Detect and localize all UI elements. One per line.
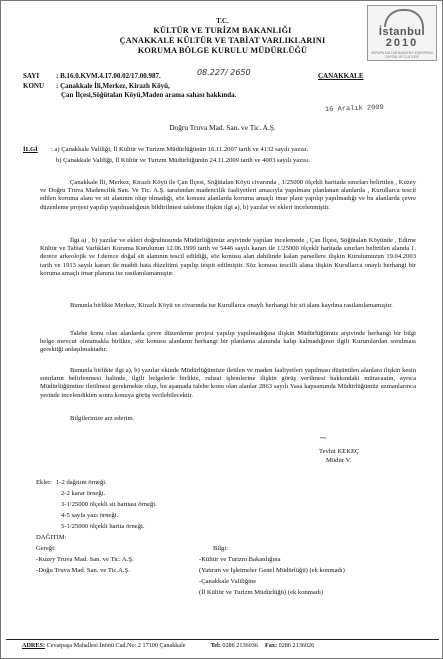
- konu-line1: : Çanakkale İli,Merkez, Kirazlı Köyü,: [56, 82, 170, 90]
- tel-value: 0286 2136036: [222, 642, 258, 649]
- signer-name: Tevhit KEKEÇ: [319, 448, 360, 455]
- city-label: ÇANAKKALE: [318, 72, 364, 80]
- header-board-line2: KORUMA BÖLGE KURULU MÜDÜRLÜĞÜ: [137, 46, 308, 55]
- paragraph-5: Bununla birlikte ilgi a), b) yazılar ekinde Müdürlüğümüze iletilen ve maden faaliyetleri yapılması düşünülen alanlara ilişkin kesin sınırların belirlenmesi halinde, ilgili belgelerle birlikte, ruhsat işlemlerine ilişkin görüş verilmesi hakkındaki müracaatın, ayrıca Müdürlüğümüze iletilmesi gerekmekte olup, bu aşamada talebe konu olan alanlar 2863 sayılı Yasa kapsamında Müdürlüğümüz uzmanlarınca yerinde incelendikten sonra konuya görüş verilebilecektir.: [40, 367, 416, 399]
- recipient: Doğru Truva Mad. San. ve Tic. A.Ş.: [169, 123, 276, 132]
- tel-label: Tel:: [210, 642, 221, 649]
- paragraph-1: Çanakkale İli, Merkez, Kirazlı Köyü ile Çan İlçesi, Söğütalan Köyü civarında , 1/25000 ölçekli haritada sınırları belirtilen , Kuzey ve Doğru Truva Madencilik San. Ve Tic. A.Ş. tarafından madencilik faaliyetleri amacıyla yapılması planlanan alanlarda , Kurullarca tescil edilen koruma alanı ve sit alanının olup olmadığı, söz konusu alanlarda koruma amaçlı imar plani yapılıp yapılmadığı ve bu alanlarda çevre düzenleme projesi yapılıp yapılmadığının bildirilmesi talebine ilişkin ilgi a), b) yazılar ve ekleri incelenmiştir.: [40, 179, 416, 211]
- distribution-label: DAĞITIM:: [36, 534, 67, 541]
- closing-line: Bilgilerinize arz ederim.: [70, 415, 135, 422]
- header-tc: T.C.: [216, 17, 229, 25]
- arch-icon: [384, 9, 424, 27]
- attachment-item: 2-2 karar örneği.: [61, 490, 106, 497]
- logo-caption: AVRUPA KÜLTÜR BAŞKENTİ EUROPEAN CAPITAL OF CULTURE: [371, 51, 433, 59]
- bilgi-item: (Yatırım ve İşletmeler Genel Müdürlüğü) (ek konmadı): [199, 567, 345, 574]
- istanbul-2010-logo: [367, 5, 437, 61]
- gereği-label: Gereği:: [36, 545, 56, 552]
- signer-title: Müdür V.: [326, 457, 352, 464]
- bilgi-item: -Kültür ve Turizm Bakanlığına: [199, 556, 281, 563]
- gereği-item: -Doğu Truva Mad. San. ve Tic.A.Ş.: [36, 567, 130, 574]
- sayi-handwritten: 08.227/ 2650: [197, 68, 251, 77]
- header-board-line1: ÇANAKKALE KÜLTÜR VE TABİAT VARLIKLARINI: [119, 36, 326, 45]
- bilgi-label: Bilgi:: [213, 545, 229, 552]
- ilgi-b: b) Çanakkale Valiliği, İl Kültür ve Turizm Müdürlüğünün 24.11.2009 tarih ve 4003 sayılı yazısı.: [56, 157, 311, 164]
- date-stamp: 16 Aralık 2009: [324, 103, 384, 115]
- bilgi-item: -Çanakkale Valiliğine: [199, 578, 257, 585]
- attachment-item: 4-5 sayfa yazı örneği.: [61, 512, 119, 519]
- attachment-item: 1-2 dağıtım örneği.: [56, 479, 107, 486]
- header-ministry: KÜLTÜR VE TURİZM BAKANLIĞI: [153, 26, 292, 35]
- address-text: Cevatpaşa Mahallesi İnönü Cad.No: 2 17100 Çanakkale: [46, 642, 186, 649]
- paragraph-3: Bununla birlikte Merkez, Kirazlı Köyü ve civarında ise Kurullarca onaylı herhangi bir sit alanı kaydına rastlanılamamıştır.: [70, 302, 393, 309]
- attachments-label: Ekler:: [36, 479, 53, 486]
- signature-scribble: ~: [319, 433, 328, 444]
- attachment-item: 3-1/25000 ölçekli sit haritası örneği.: [61, 501, 157, 508]
- ilgi-label: İLGİ: [23, 146, 38, 153]
- attachment-item: 5-1/25000 ölçekli harita örneği.: [61, 523, 145, 530]
- footer-address-bar: [6, 639, 439, 652]
- logo-word2: 2010: [385, 37, 419, 49]
- fax-label: Fax:: [265, 642, 278, 649]
- sayi-label: SAYI: [23, 72, 40, 80]
- konu-line2: Çan İlçesi,Söğütalan Köyü,Maden arama sahası hakkında.: [61, 91, 237, 99]
- konu-label: KONU: [23, 82, 44, 90]
- gereği-item: -Kuzey Truva Mad. San. ve Tic. A.Ş.: [36, 556, 134, 563]
- address-label: ADRES:: [22, 642, 46, 649]
- paragraph-2: İlgi a) , b) yazılar ve ekleri doğrultusunda Müdürlüğümüz arşivinde yapılan incelemede , Çan İlçesi, Söğütalan Köyünde , Edirne Kültür ve Tabiat Varlıkları Koruma Kurulunun 12.06.1999 tarih ve 5446 sayılı kararı ile 1/25000 ölçekli haritada sınırları belirtilen alanda 1. derece arkeolojik ve I.derece doğal sit alanının tescil edildiği, söz konusu alan dahilinde kalan parsellere ilişkin Kurulumuzun 19.04.2003 tarih ve 1913 sayılı kararı ile maddi hata düzeltimi yapılıp tespit edilmiştir. Söz konusu tescilli alana ilişkin Kurullarca onaylı herhangi bir koruma amaçlı imar planına ise rastlanılamamıştır.: [40, 237, 416, 277]
- fax-value: 0286 2136026: [278, 642, 315, 649]
- ilgi-a: : a) Çanakkale Valiliği, İl Kültür ve Turizm Müdürlüğünün 16.11.2007 tarih ve 4132 sayılı yazısı.: [51, 146, 309, 153]
- bilgi-item: (İl Kültür ve Turizm Müdürlüğü) (ek konmadı): [199, 589, 324, 596]
- paragraph-4: Talebe konu olan alanlarda çevre düzenleme projesi yapılıp yapılmadığına ilişkin Müdürlüğümüz arşivinde herhangi bir bilgi belge mevcut olmamakla birlikte, söz konusu alanların herhangi bir planlama alanında kalıp kalmadığının ilgili Kurumlardan sorulması gerektiği anlaşılmaktadır.: [40, 330, 416, 354]
- logo-word1: İstanbul: [378, 26, 426, 38]
- sayi-value: : B.16.0.KVM.4.17.00.02/17.00.987.: [56, 72, 161, 80]
